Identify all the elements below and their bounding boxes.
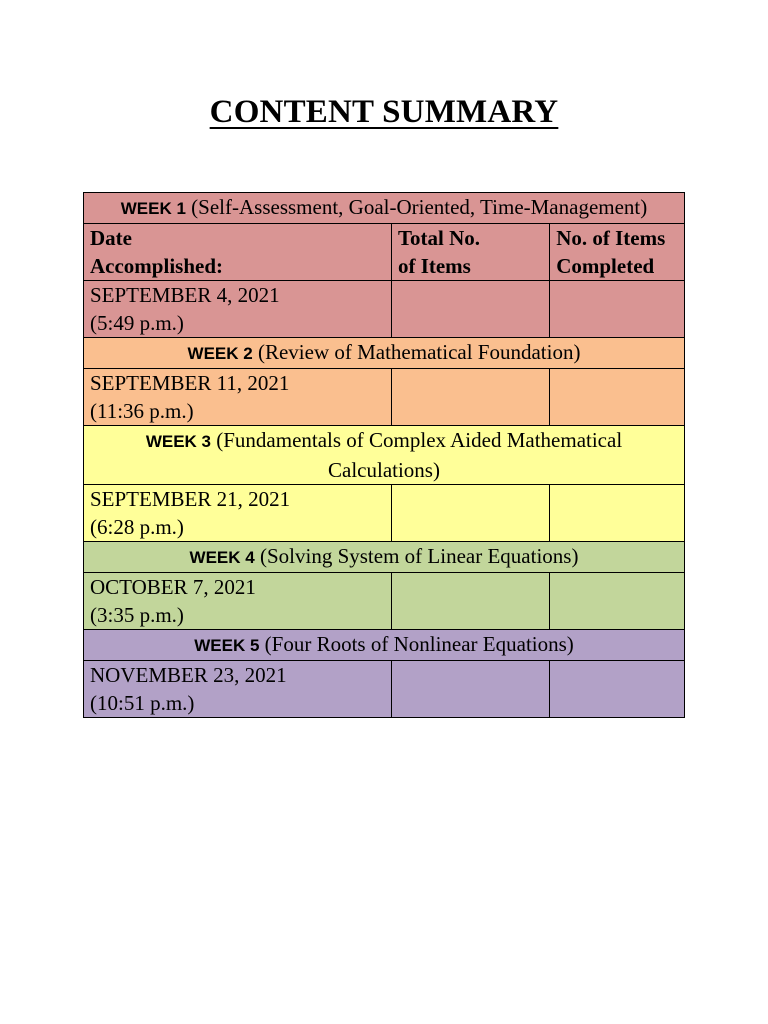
week-4-topic: (Solving System of Linear Equations) xyxy=(254,544,579,568)
header-date-line1: Date xyxy=(90,226,132,250)
week-5-header-row xyxy=(84,630,685,661)
week-2-total-items xyxy=(391,369,549,426)
week-2-title-cell xyxy=(84,338,685,369)
content-summary-table xyxy=(83,192,685,718)
week-1-header-row xyxy=(84,193,685,224)
header-total-line1: Total No. xyxy=(397,226,481,250)
header-date-accomplished xyxy=(84,224,392,281)
week-2-date: SEPTEMBER 11, 2021 xyxy=(90,371,290,395)
week-2-header-row xyxy=(84,338,685,369)
week-3-tag: WEEK 3 xyxy=(145,432,211,451)
week-5-total-items xyxy=(391,661,549,718)
week-1-topic: (Self-Assessment, Goal-Oriented, Time-Management) xyxy=(185,195,648,219)
week-1-total-items xyxy=(391,281,549,338)
week-3-items-completed xyxy=(550,485,685,542)
week-1-items-completed xyxy=(550,281,685,338)
week-2-time: (11:36 p.m.) xyxy=(90,399,194,423)
week-5-title-cell xyxy=(84,630,685,661)
week-2-date-cell xyxy=(84,369,392,426)
page-title: CONTENT SUMMARY xyxy=(209,94,559,130)
week-1-date: SEPTEMBER 4, 2021 xyxy=(90,283,280,307)
week-1-time: (5:49 p.m.) xyxy=(90,311,184,335)
week-1-data-row xyxy=(84,281,685,338)
week-5-date-cell xyxy=(84,661,392,718)
week-2-tag: WEEK 2 xyxy=(187,344,253,363)
week-2-items-completed xyxy=(550,369,685,426)
week-4-tag: WEEK 4 xyxy=(189,548,255,567)
header-total-line2: of Items xyxy=(397,254,471,278)
week-3-time: (6:28 p.m.) xyxy=(90,515,184,539)
week-4-header-row xyxy=(84,542,685,573)
week-5-date: NOVEMBER 23, 2021 xyxy=(90,663,287,687)
header-completed-line2: Completed xyxy=(556,254,655,278)
week-5-tag: WEEK 5 xyxy=(194,636,260,655)
week-4-time: (3:35 p.m.) xyxy=(90,603,184,627)
week-3-date-cell xyxy=(84,485,392,542)
week-5-items-completed xyxy=(550,661,685,718)
week-3-title-cell xyxy=(84,426,685,485)
week-5-data-row xyxy=(84,661,685,718)
header-completed-line1: No. of Items xyxy=(556,226,666,250)
week-3-data-row xyxy=(84,485,685,542)
week-3-topic: (Fundamentals of Complex Aided Mathematical Calculations) xyxy=(211,428,623,482)
week-3-date: SEPTEMBER 21, 2021 xyxy=(90,487,291,511)
week-2-topic: (Review of Mathematical Foundation) xyxy=(252,340,581,364)
week-4-date-cell xyxy=(84,573,392,630)
week-4-date: OCTOBER 7, 2021 xyxy=(90,575,256,599)
week-1-title-cell xyxy=(84,193,685,224)
week-1-date-cell xyxy=(84,281,392,338)
week-3-total-items xyxy=(391,485,549,542)
header-total-items xyxy=(391,224,549,281)
column-header-row xyxy=(84,224,685,281)
week-4-data-row xyxy=(84,573,685,630)
week-3-header-row xyxy=(84,426,685,485)
week-1-tag: WEEK 1 xyxy=(120,199,186,218)
week-4-title-cell xyxy=(84,542,685,573)
header-items-completed xyxy=(550,224,685,281)
week-4-items-completed xyxy=(550,573,685,630)
week-5-topic: (Four Roots of Nonlinear Equations) xyxy=(259,632,574,656)
header-date-line2: Accomplished: xyxy=(90,254,223,278)
week-5-time: (10:51 p.m.) xyxy=(90,691,195,715)
week-4-total-items xyxy=(391,573,549,630)
week-2-data-row xyxy=(84,369,685,426)
